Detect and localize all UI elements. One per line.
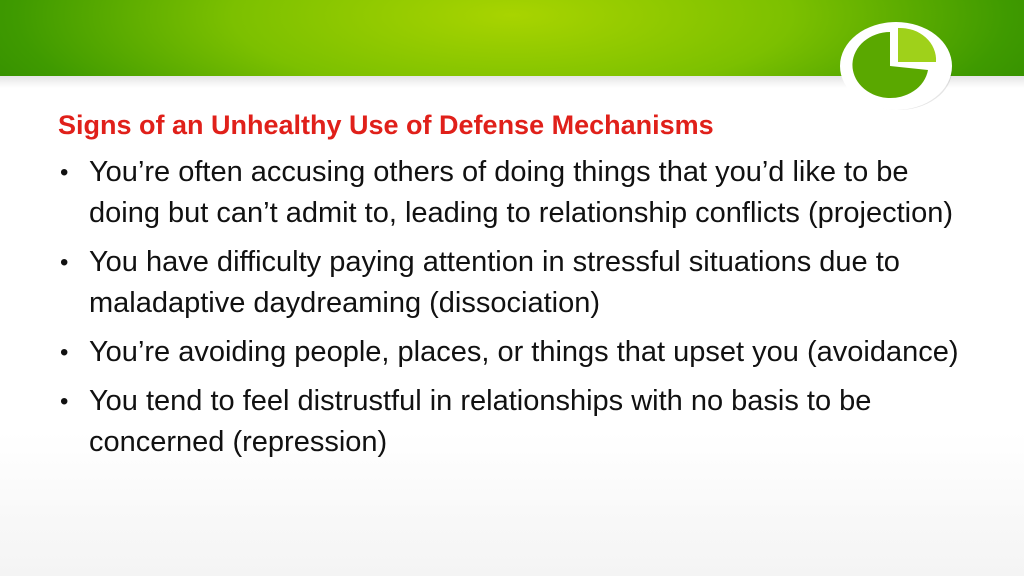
bullet-dot-icon: • — [60, 159, 69, 186]
slide-content — [58, 106, 978, 471]
bullet-dot-icon: • — [60, 388, 69, 415]
bullet-item — [58, 381, 978, 463]
bullet-text: You have difficulty paying attention in stressful situations due to maladaptive daydreaming (dissociation) — [89, 246, 900, 319]
bullet-list — [58, 152, 978, 463]
bullet-item — [58, 332, 978, 373]
bullet-text: You tend to feel distrustful in relationships with no basis to be concerned (repression) — [89, 385, 872, 458]
bullet-item — [58, 242, 978, 324]
pie-chart-icon — [838, 18, 956, 114]
bullet-item — [58, 152, 978, 234]
bullet-text: You’re avoiding people, places, or things that upset you (avoidance) — [89, 336, 959, 368]
bullet-text: You’re often accusing others of doing things that you’d like to be doing but can’t admit to, leading to relationship conflicts (projection) — [89, 156, 954, 229]
bullet-dot-icon: • — [60, 339, 69, 366]
slide-heading: Signs of an Unhealthy Use of Defense Mechanisms — [58, 110, 714, 140]
bullet-dot-icon: • — [60, 249, 69, 276]
